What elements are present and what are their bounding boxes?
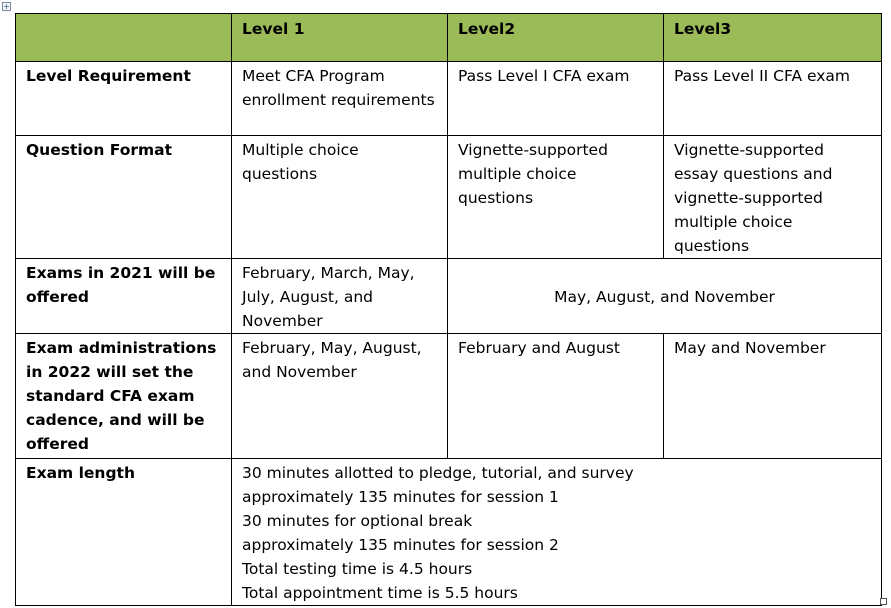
exam-length-line: Total testing time is 4.5 hours xyxy=(242,560,473,578)
table-row-exam-length xyxy=(16,459,882,606)
row-label: Exams in 2021 will be offered xyxy=(16,259,232,334)
row-label: Level Requirement xyxy=(16,62,232,136)
cell-level-2-and-3: May, August, and November xyxy=(448,259,882,334)
cell-level-1: February, March, May, July, August, and November xyxy=(232,259,448,334)
exam-length-line: Total appointment time is 5.5 hours xyxy=(242,584,518,602)
table-resize-handle[interactable] xyxy=(880,598,887,605)
cell-level-2: Vignette-supported multiple choice questions xyxy=(448,136,664,259)
cell-level-3: Vignette-supported essay questions and vignette-supported multiple choice questions xyxy=(664,136,882,259)
row-label: Exam length xyxy=(16,459,232,606)
row-label: Exam administrations in 2022 will set the standard CFA exam cadence, and will be offered xyxy=(16,334,232,459)
table-row-exams-2022 xyxy=(16,334,882,459)
exam-length-line: approximately 135 minutes for session 2 xyxy=(242,536,559,554)
cell-exam-length-details xyxy=(232,459,882,606)
cell-level-2: Pass Level I CFA exam xyxy=(448,62,664,136)
cell-level-1: Multiple choice questions xyxy=(232,136,448,259)
row-label: Question Format xyxy=(16,136,232,259)
cell-level-3: May and November xyxy=(664,334,882,459)
exam-length-line: 30 minutes for optional break xyxy=(242,512,473,530)
exam-length-line: 30 minutes allotted to pledge, tutorial, and survey xyxy=(242,464,634,482)
table-header-row xyxy=(16,14,882,62)
cfa-levels-table xyxy=(15,13,882,606)
header-cell-level-1: Level 1 xyxy=(232,14,448,62)
table-row-exams-2021 xyxy=(16,259,882,334)
header-cell-level-3: Level3 xyxy=(664,14,882,62)
table-row-question-format xyxy=(16,136,882,259)
cell-level-1: Meet CFA Program enrollment requirements xyxy=(232,62,448,136)
header-cell-empty xyxy=(16,14,232,62)
table-move-handle-icon[interactable]: + xyxy=(3,2,10,11)
header-cell-level-2: Level2 xyxy=(448,14,664,62)
cell-level-1: February, May, August, and November xyxy=(232,334,448,459)
cell-level-3: Pass Level II CFA exam xyxy=(664,62,882,136)
exam-length-line: approximately 135 minutes for session 1 xyxy=(242,488,559,506)
cell-level-2: February and August xyxy=(448,334,664,459)
table-row-level-requirement xyxy=(16,62,882,136)
